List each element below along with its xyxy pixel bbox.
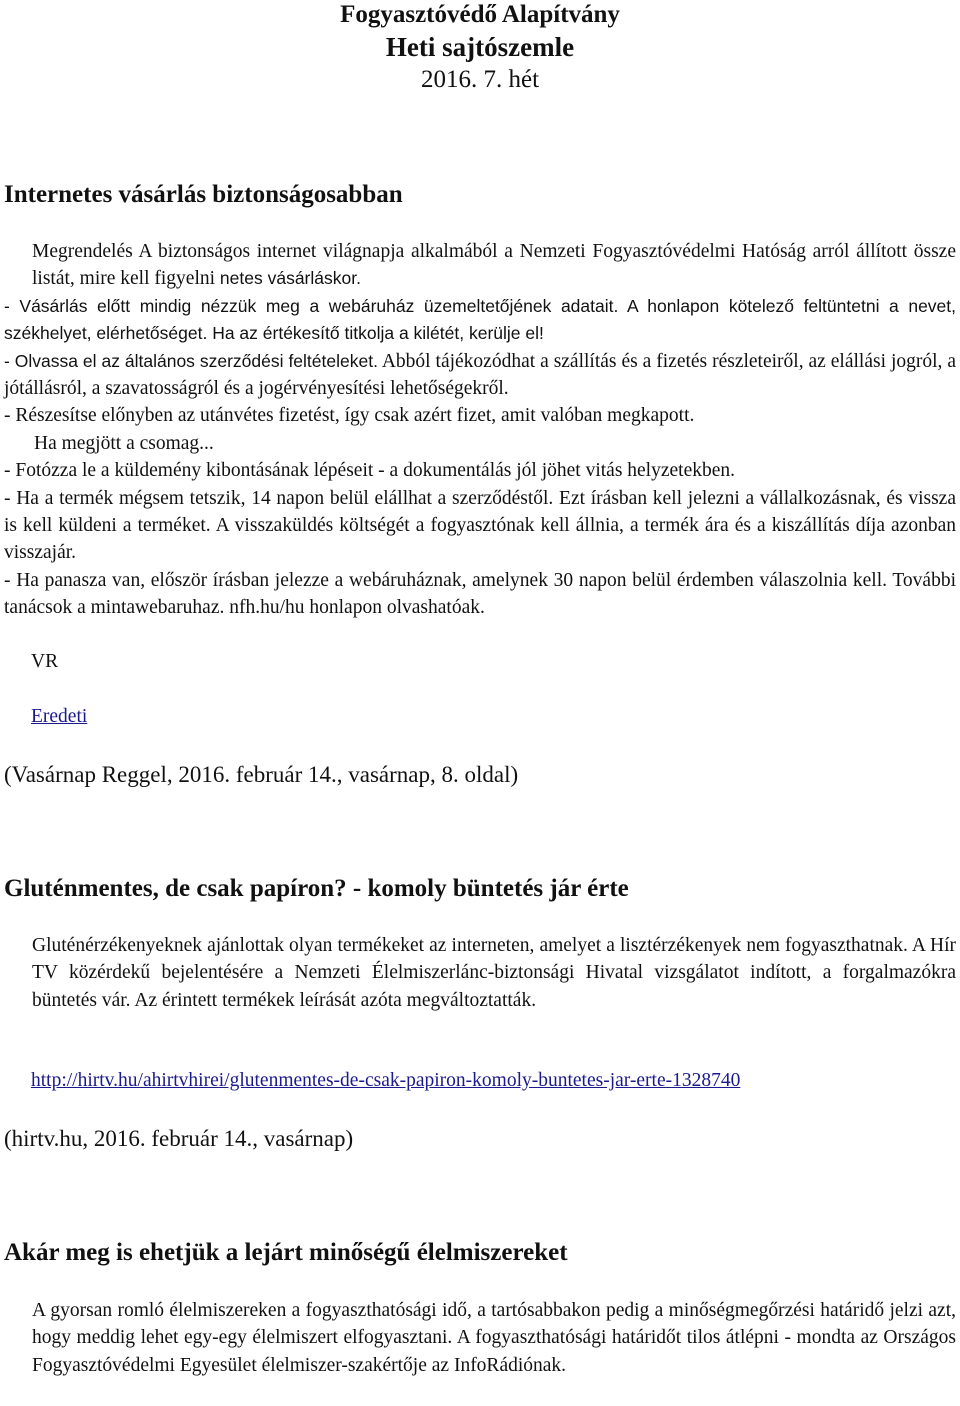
article-1-paragraph: [4, 238, 956, 293]
article-1-paragraph: - Fotózza le a küldemény kibontásának lépéseit - a dokumentálás jól jöhet vitás helyzetekben.: [4, 460, 736, 482]
article-1-paragraph: [4, 348, 956, 403]
week-label: 2016. 7. hét: [420, 66, 540, 93]
article-1-text: Abból tájékozódhat a szállítás és a fizetés részleteiről, az elállási jogról, a jótállásról, a szavatosságról és a jogérvényesítési lehetőségekről.: [4, 350, 957, 400]
article-1-text: netes vásárláskor.: [219, 268, 361, 289]
article-1-title: Internetes vásárlás biztonságosabban: [4, 181, 403, 208]
article-2-body: [4, 932, 956, 1014]
article-1-paragraph: - Ha a termék mégsem tetszik, 14 napon belül elállhat a szerződéstől. Ezt írásban kell jelezni a vállalkozásnak, és vissza is kell küldeni a terméket. A visszaküldés költségét a fogyasztónak kell állnia, a termék ára és a kiszállítás díja azonban visszajár.: [4, 487, 956, 564]
organization-name: Fogyasztóvédő Alapítvány: [340, 1, 620, 28]
article-2-source: (hirtv.hu, 2016. február 14., vasárnap): [4, 1126, 354, 1151]
article-3-title: Akár meg is ehetjük a lejárt minőségű élelmiszereket: [4, 1239, 568, 1266]
article-1-body: [4, 238, 956, 622]
article-3-body: [4, 1297, 956, 1379]
document-header: [0, 0, 960, 96]
article-1-paragraph: [4, 293, 956, 348]
article-1-paragraph: Ha megjött a csomag...: [34, 432, 214, 454]
article-1-text: A honlapon kötelező feltüntetni a nevet, székhelyet, elérhetőséget.: [4, 295, 957, 344]
article-1-text: Ha az értékesítő titkolja a kilétét, kerülje el!: [207, 323, 544, 344]
article-1-text: - Olvassa el az általános szerződési feltételeket.: [4, 350, 378, 371]
article-1-paragraph: - Ha panasza van, először írásban jelezze a webáruháznak, amelynek 30 napon belül érdemben válaszolnia kell. További tanácsok a mintawebaruhaz. nfh.hu/hu honlapon olvashatóak.: [4, 569, 956, 619]
article-3-paragraph: A gyorsan romló élelmiszereken a fogyaszthatósági idő, a tartósabbakon pedig a minőségmegőrzési határidő jelzi azt, hogy meddig lehet egy-egy élelmiszert elfogyasztani. A fogyaszthatósági határidőt tilos átlépni - mondta az Országos Fogyasztóvédelmi Egyesület élelmiszer-szakértője az InfoRádiónak.: [32, 1300, 956, 1376]
document-title: Heti sajtószemle: [385, 32, 575, 62]
article-1-paragraph: - Részesítse előnyben az utánvétes fizetést, így csak azért fizet, amit valóban megkapott.: [4, 405, 695, 427]
article-2-title: Gluténmentes, de csak papíron? - komoly büntetés jár érte: [4, 875, 629, 902]
article-1-text: Megrendelés A biztonságos internet világnapja alkalmából a Nemzeti Fogyasztóvédelmi Hatóság arról állított össze listát, mire kell figyelni: [32, 241, 956, 290]
article-1-text: - Vásárlás előtt mindig nézzük meg a webáruház üzemeltetőjének adatait.: [4, 295, 619, 316]
original-article-link[interactable]: Eredeti: [31, 706, 88, 727]
article-2-url-link[interactable]: http://hirtv.hu/ahirtvhirei/glutenmentes-de-csak-papiron-komoly-buntetes-jar-erte-1328740: [31, 1070, 741, 1091]
article-2-paragraph: Gluténérzékenyeknek ajánlottak olyan termékeket az interneten, amelyet a lisztérzékenyek nem fogyaszthatnak. A Hír TV közérdekű bejelentésére a Nemzeti Élelmiszerlánc-biztonsági Hivatal vizsgálatot indított, a forgalmazókra büntetés vár. Az érintett termékek leírását azóta megváltoztatták.: [32, 935, 956, 1011]
article-1-signature: VR: [31, 651, 59, 672]
article-1-source: (Vasárnap Reggel, 2016. február 14., vasárnap, 8. oldal): [4, 762, 519, 787]
